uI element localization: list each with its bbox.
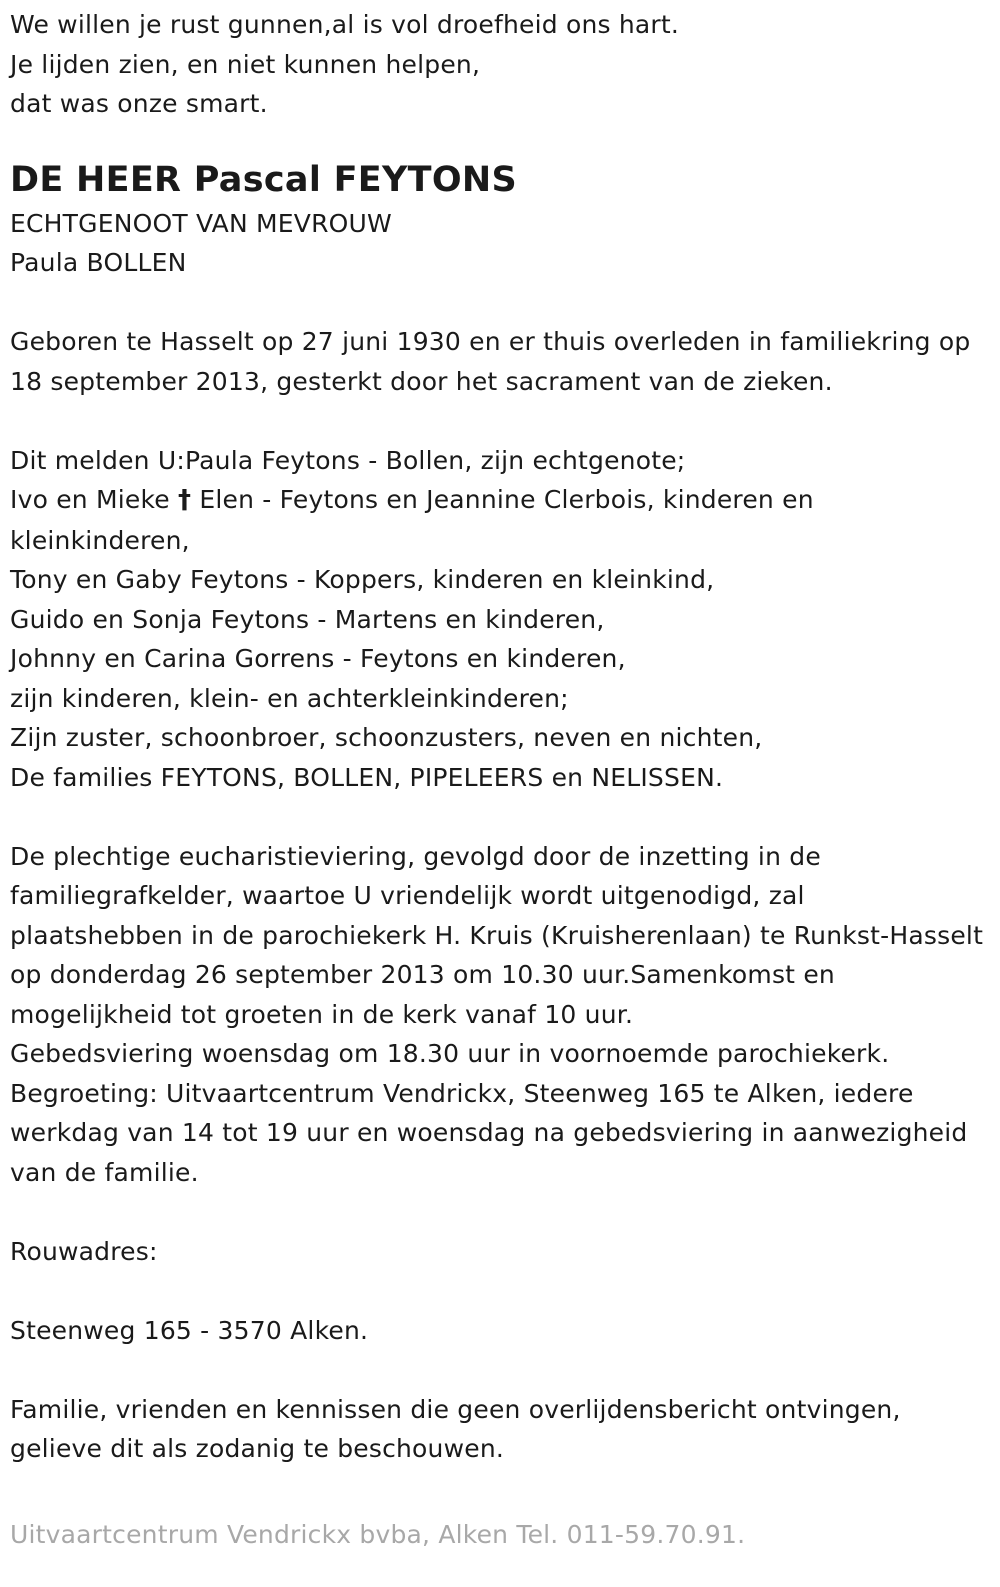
poem-line: dat was onze smart.	[10, 89, 268, 118]
family-line: Johnny en Carina Gorrens - Feytons en kinderen,	[10, 644, 626, 673]
family-line: zijn kinderen, klein- en achterkleinkinderen;	[10, 683, 569, 713]
death-notice	[10, 5, 985, 1469]
address-label: Rouwadres:	[10, 1236, 158, 1266]
family-line: Ivo en Mieke † Elen - Feytons en Jeannine Clerbois, kinderen en kleinkinderen,	[10, 485, 814, 555]
service-text: De plechtige eucharistieviering, gevolgd door de inzetting in de familiegrafkelder, waartoe U vriendelijk wordt uitgenodigd, zal plaatshebben in de parochiekerk H. Kruis (Kruisherenlaan) te Runkst-Hasselt op donderdag 26 september 2013 om 10.30 uur.Samenkomst en mogelijkheid tot groeten in de kerk vanaf 10 uur.	[10, 841, 984, 1029]
family-line: Zijn zuster, schoonbroer, schoonzusters, neven en nichten,	[10, 723, 763, 752]
funeral-home-footer: Uitvaartcentrum Vendrickx bvba, Alken Tel. 011-59.70.91.	[10, 1520, 746, 1549]
family-line: Dit melden U:Paula Feytons - Bollen, zijn echtgenote;	[10, 445, 686, 475]
greeting-text: Begroeting: Uitvaartcentrum Vendrickx, Steenweg 165 te Alken, iedere werkdag van 14 tot 19 uur en woensdag na gebedsviering in aanwezigheid van de familie.	[10, 1078, 968, 1187]
cross-icon: †	[178, 485, 192, 515]
family-line: Tony en Gaby Feytons - Koppers, kinderen en kleinkind,	[10, 565, 715, 594]
family-list	[10, 441, 985, 798]
address-value: Steenweg 165 - 3570 Alken.	[10, 1315, 369, 1345]
deceased-relation: ECHTGENOOT VAN MEVROUW	[10, 208, 392, 238]
poem-line: We willen je rust gunnen,al is vol droefheid ons hart.	[10, 10, 680, 39]
family-line: Guido en Sonja Feytons - Martens en kinderen,	[10, 604, 605, 634]
deceased-name: DE HEER Pascal FEYTONS	[10, 159, 517, 200]
ceremony-info	[10, 837, 985, 1193]
spouse-name: Paula BOLLEN	[10, 248, 187, 277]
poem-line: Je lijden zien, en niet kunnen helpen,	[10, 49, 481, 79]
family-line: De families FEYTONS, BOLLEN, PIPELEERS en NELISSEN.	[10, 762, 724, 792]
closing-text: Familie, vrienden en kennissen die geen overlijdensbericht ontvingen, gelieve dit als zodanig te beschouwen.	[10, 1394, 901, 1463]
prayer-text: Gebedsviering woensdag om 18.30 uur in voornoemde parochiekerk.	[10, 1039, 890, 1068]
birth-death-text: Geboren te Hasselt op 27 juni 1930 en er thuis overleden in familiekring op 18 september 2013, gesterkt door het sacrament van de zieken.	[10, 327, 971, 396]
poem	[10, 5, 985, 124]
